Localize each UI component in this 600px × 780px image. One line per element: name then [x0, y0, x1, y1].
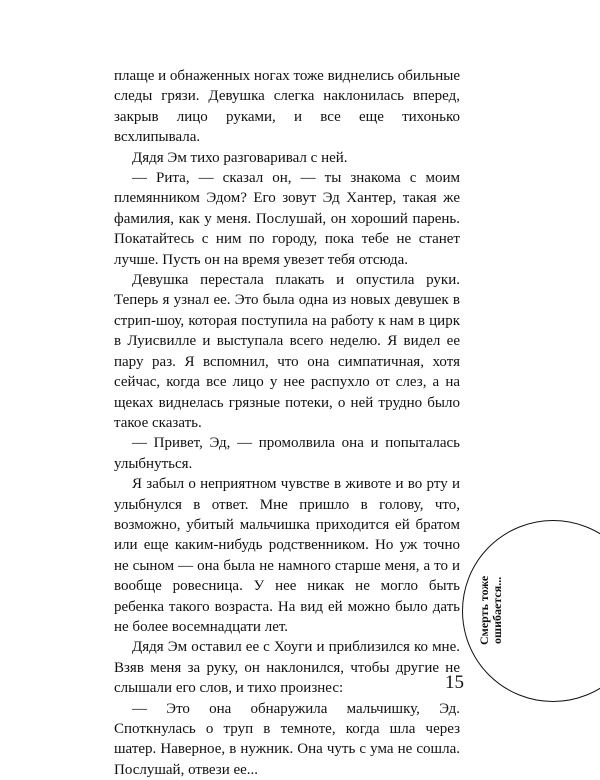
- body-text: [114, 66, 460, 780]
- chapter-edge-tab-label: Смерть тоже ошибается...: [477, 575, 504, 645]
- paragraph: Дядя Эм тихо разговаривал с ней.: [132, 149, 348, 166]
- paragraph: Я забыл о неприятном чувстве в животе и во рту и улыбнулся в ответ. Мне пришло в голову, что, возможно, убитый мальчишка приходится ей братом или еще каким-нибудь родственником. Но уж точно не сыном — она была не намного старше меня, а то и вообще ровесница. У нее никак не могло быть ребенка такого возраста. На вид ей можно было дать не более восемнадцати лет.: [114, 476, 460, 635]
- paragraph: — Привет, Эд, — промолвила она и попыталась улыбнуться.: [114, 435, 460, 472]
- paragraph: Дядя Эм оставил ее с Хоуги и приблизился ко мне. Взяв меня за руку, он наклонился, чтобы другие не слышали его слов, и тихо произнес:: [114, 639, 460, 697]
- paragraph: — Рита, — сказал он, — ты знакома с моим племянником Эдом? Его зовут Эд Хантер, такая же фамилия, как у меня. Послушай, он хороший парень. Покатайтесь с ним по городу, пока тебе не станет лучше. Пусть он на время увезет тебя отсюда.: [114, 170, 460, 268]
- paragraph: плаще и обнаженных ногах тоже виднелись обильные следы грязи. Девушка слегка наклонилась вперед, закрыв лицо руками, и все еще тихонько всхлипывала.: [114, 68, 461, 146]
- paragraph: — Это она обнаружила мальчишку, Эд. Споткнулась о труп в темноте, когда шла через шатер. Наверное, в нужник. Она чуть с ума не сошла. Послушай, отвези ее...: [114, 700, 460, 778]
- page-number: 15: [445, 672, 464, 693]
- paragraph: Девушка перестала плакать и опустила руки. Теперь я узнал ее. Это была одна из новых девушек в стрип-шоу, которая поступила на работу к нам в цирк в Луисвилле и выступала всего неделю. Я видел ее пару раз. Я вспомнил, что она симпатичная, хотя сейчас, когда все лицо у нее распухло от слез, а на щеках виднелась грязные потеки, о ней трудно было такое сказать.: [114, 272, 460, 431]
